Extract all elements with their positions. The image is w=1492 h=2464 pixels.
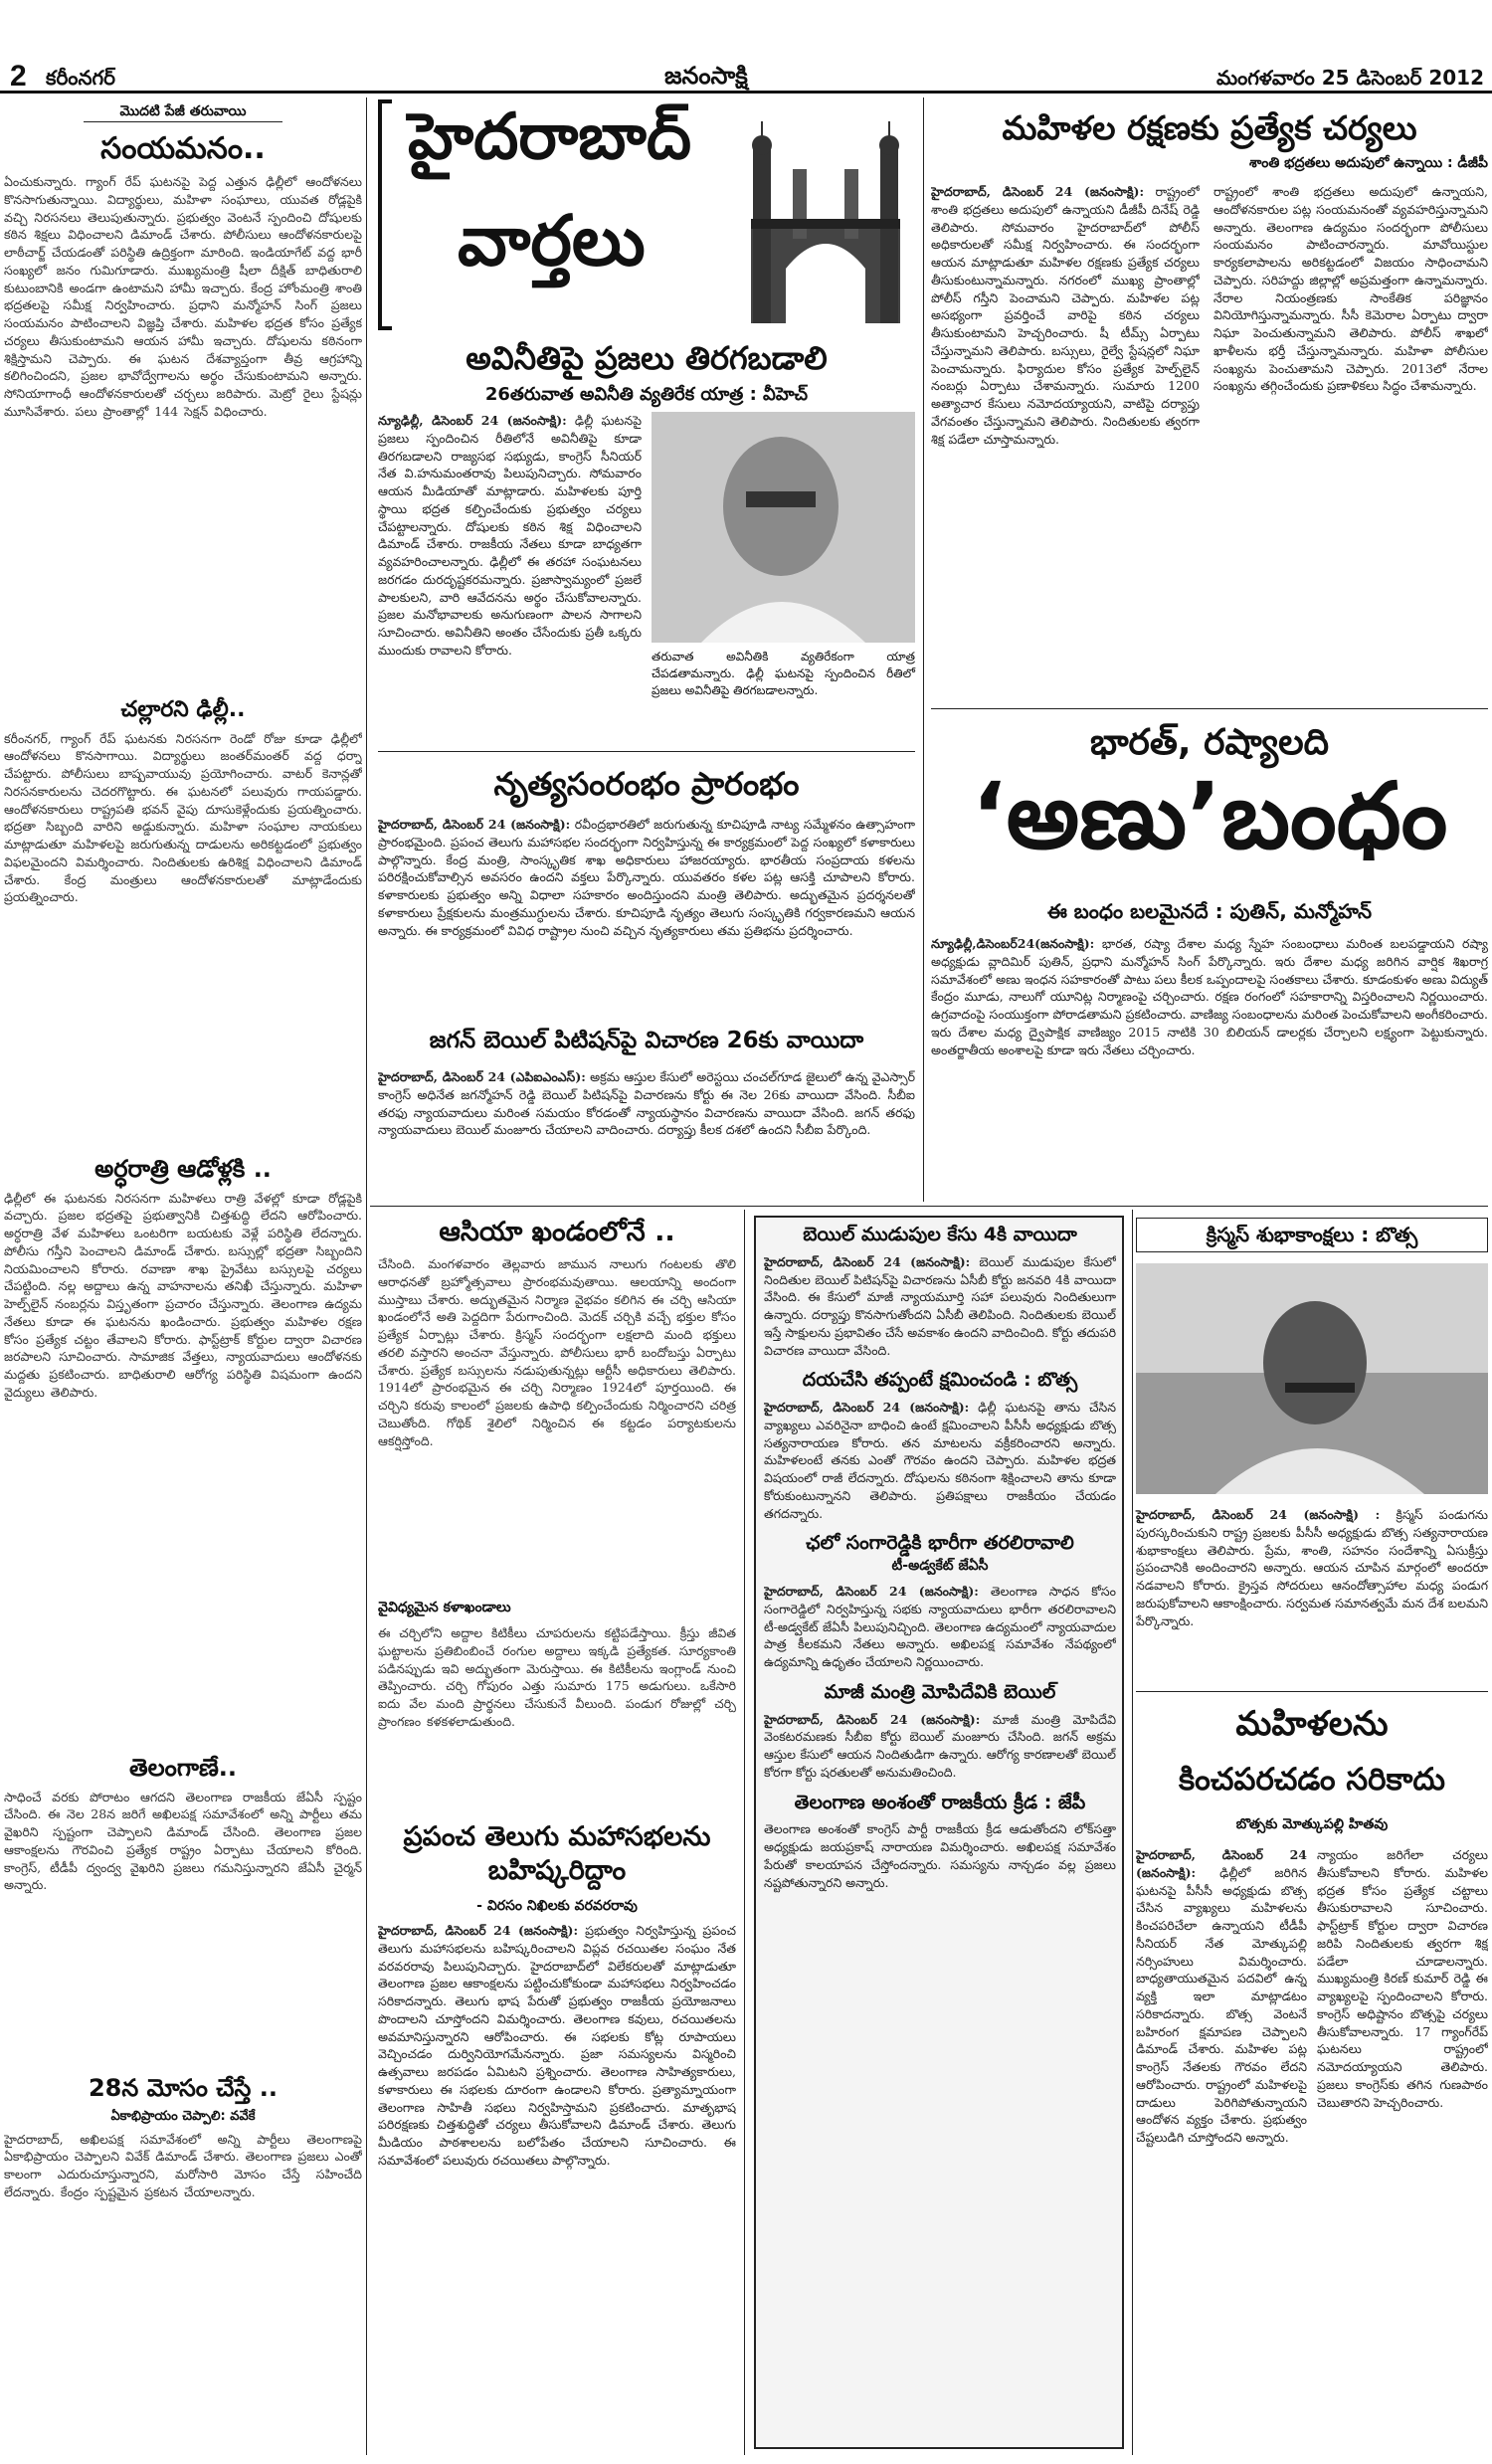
story-headline: ప్రపంచ తెలుగు మహాసభలను బహిష్కరిద్దాం xyxy=(403,1821,711,1886)
newspaper-logo: జనంసాక్షి xyxy=(664,62,748,90)
section-rule xyxy=(1136,1691,1488,1692)
story-body: చేసింది. మంగళవారం తెల్లవారు జామున నాలుగు గంటలకు తొలి ఆరాధనతో బ్రహ్మోత్సవాలు ప్రారంభమవుతాయి. ఆలయాన్ని అందంగా ముస్తాబు చేశారు. అద్భుతమైన నిర్మాణ వైభవం కలిగిన ఈ చర్చి ఆసియా ఖండంలోనే అతి పెద్దదిగా పేరుగాంచింది. మెదక్ చర్చికి వచ్చే భక్తుల కోసం ప్రత్యేక ఏర్పాట్లు చేశారు. క్రిస్మస్ సందర్భంగా లక్షలాది మంది భక్తులు తరలి వస్తారని అంచనా వేస్తున్నారు. పోలీసులు భారీ బందోబస్తు ఏర్పాటు చేశారు. ప్రత్యేక బస్సులను నడుపుతున్నట్లు ఆర్టీసీ అధికారులు తెలిపారు. 1914లో ప్రారంభమైన ఈ చర్చి నిర్మాణం 1924లో పూర్తయింది. ఈ చర్చిని కరువు కాలంలో ప్రజలకు ఉపాధి కల్పించేందుకు నిర్మించారని చరిత్ర చెబుతోంది. గోథిక్ శైలిలో నిర్మించిన ఈ కట్టడం పర్యాటకులను ఆకర్షిస్తోంది. వైవిధ్యమైన కళాఖండాలు ఈ చర్చిలోని అద్దాల కిటికీలు చూపరులను కట్టిపడేస్తాయి. క్రీస్తు జీవిత ఘట్టాలను ప్రతిబింబించే రంగుల అద్దాలు ఇక్కడి ప్రత్యేకత. సూర్యకాంతి పడినప్పుడు ఇవి అద్భుతంగా మెరుస్తాయి. ఈ కిటికీలను ఇంగ్లాండ్ నుంచి తెప్పించారు. చర్చి గోపురం ఎత్తు సుమారు 175 అడుగులు. ఒకేసారి ఐదు వేల మంది ప్రార్థనలు చేసుకునే వీలుంది. పండుగ రోజుల్లో చర్చి ప్రాంగణం కళకళలాడుతుంది. xyxy=(378,1256,736,1729)
story-body: హైదరాబాద్, అఖిలపక్ష సమావేశంలో అన్ని పార్టీలు తెలంగాణపై ఏకాభిప్రాయం చెప్పాలని వివేక్ డిమాండ్ చేశారు. తెలంగాణ ప్రజలు ఎంతో కాలంగా ఎదురుచూస్తున్నారని, మరోసారి మోసం చేస్తే సహించేది లేదన్నారు. కేంద్రం స్పష్టమైన ప్రకటన చేయాలన్నారు. xyxy=(4,2131,362,2199)
dateline: హైదరాబాద్, డిసెంబర్ 24 (జనంసాక్షి): xyxy=(764,1253,971,1269)
story-body: హైదరాబాద్, డిసెంబర్ 24 (జనంసాక్షి): రవీంద్రభారతిలో జరుగుతున్న కూచిపూడి నాట్య సమ్మేళనం ఉత్సాహంగా ప్రారంభమైంది. ప్రపంచ తెలుగు మహాసభల సందర్భంగా నిర్వహిస్తున్న ఈ కార్యక్రమంలో పెద్ద సంఖ్యలో కళాకారులు పాల్గొన్నారు. కేంద్ర మంత్రి, సాంస్కృతిక శాఖ అధికారులు హాజరయ్యారు. భారతీయ సంప్రదాయ కళలను పరిరక్షించుకోవాల్సిన అవసరం ఉందని వక్తలు పేర్కొన్నారు. యువతరం కళల పట్ల ఆసక్తి చూపాలని కోరారు. కళాకారులకు ప్రభుత్వం అన్ని విధాలా సహకారం అందిస్తుందని మంత్రి తెలిపారు. అద్భుతమైన ప్రదర్శనలతో కళాకారులు ప్రేక్షకులను మంత్రముగ్ధులను చేశారు. కూచిపూడి నృత్యం తెలుగు సంస్కృతికి గర్వకారణమని ఆయన అన్నారు. ఈ కార్యక్రమంలో వివిధ రాష్ట్రాల నుంచి వచ్చిన నృత్యకారులు తమ ప్రతిభను ప్రదర్శించారు. xyxy=(378,817,915,938)
botsa-photo xyxy=(1136,1263,1488,1494)
section-rule xyxy=(931,708,1488,709)
masthead-line1: హైదరాబాద్ xyxy=(408,100,692,174)
story-headline-big: ‘అణు’బంధం xyxy=(971,763,1448,869)
person-photo-icon xyxy=(652,412,915,643)
story-body: సాధించే వరకు పోరాటం ఆగదని తెలంగాణ రాజకీయ జేఏసీ స్పష్టం చేసింది. ఈ నెల 28న జరిగే అఖిలపక్ష సమావేశంలో అన్ని పార్టీలు తమ వైఖరిని స్పష్టంగా చెప్పాలని డిమాండ్ చేసింది. తెలంగాణ ప్రజల ఆకాంక్షలను గౌరవించి ప్రత్యేక రాష్ట్రం ఏర్పాటు చేయాలని కోరింది. కాంగ్రెస్, టీడీపీ ద్వంద్వ వైఖరిని ప్రజలు గమనిస్తున్నారని జేఏసీ చైర్మన్ అన్నారు. xyxy=(4,1789,362,1893)
brief-headline: బెయిల్ ముడుపుల కేసు 4కి వాయిదా xyxy=(803,1224,1077,1245)
dateline: న్యూఢిల్లీ,డిసెంబర్24(జనంసాక్షి): xyxy=(931,936,1095,951)
brief-headline: దయచేసి తప్పంటే క్షమించండి : బొత్స xyxy=(802,1369,1078,1392)
story-headline: నృత్యసంరంభం ప్రారంభం xyxy=(493,765,800,803)
story-heading: సంయమనం.. xyxy=(100,130,266,166)
brief-body: హైదరాబాద్, డిసెంబర్ 24 (జనంసాక్షి): తెలంగాణ సాధన కోసం సంగారెడ్డిలో నిర్వహిస్తున్న సభకు న్యాయవాదులు భారీగా తరలిరావాలని టీ-అడ్వకేట్ జేఏసీ పిలుపునిచ్చింది. తెలంగాణ ఉద్యమంలో న్యాయవాదుల పాత్ర కీలకమని నేతలు అన్నారు. అఖిలపక్ష సమావేశం నేపథ్యంలో ఉద్యమాన్ని ఉధృతం చేయాలని నిర్ణయించారు. xyxy=(764,1584,1116,1669)
story-body: న్యూఢిల్లీ, డిసెంబర్ 24 (జనంసాక్షి): ఢిల్లీ ఘటనపై ప్రజలు స్పందించిన రీతిలోనే అవినీతిపై కూడా తిరగబడాలని రాజ్యసభ సభ్యుడు, కాంగ్రెస్ సీనియర్ నేత వి.హనుమంతరావు పిలుపునిచ్చారు. సోమవారం ఆయన మీడియాతో మాట్లాడారు. మహిళలకు పూర్తి స్థాయి భద్రత కల్పించేందుకు ప్రభుత్వం చర్యలు చేపట్టాలన్నారు. దోషులకు కఠిన శిక్ష విధించాలని డిమాండ్ చేశారు. రాజకీయ నేతలు కూడా బాధ్యతగా వ్యవహరించాలన్నారు. ఢిల్లీలో ఈ తరహా సంఘటనలు జరగడం దురదృష్టకరమన్నారు. ప్రజాస్వామ్యంలో ప్రజలే పాలకులని, వారి ఆవేదనను అర్థం చేసుకోవాలన్నారు. ప్రజల మనోభావాలకు అనుగుణంగా పాలన సాగాలని సూచించారు. అవినీతిని అంతం చేసేందుకు ప్రతీ ఒక్కరు ముందుకు రావాలని కోరారు. xyxy=(378,413,642,658)
column-rule xyxy=(923,97,924,1202)
story-subhead: శాంతి భద్రతలు అదుపులో ఉన్నాయి : డీజీపీ xyxy=(1249,155,1488,171)
story-subhead: ఏకాభిప్రాయం చెప్పాలి: వవేకే xyxy=(110,2108,256,2124)
brief-headline: ఛలో సంగారెడ్డికి భారీగా తరలిరావాలి xyxy=(806,1532,1074,1555)
charminar-icon xyxy=(741,109,910,323)
page-header xyxy=(0,60,1492,94)
dateline: హైదరాబాద్, డిసెంబర్ 24 (జనంసాక్షి): xyxy=(764,1400,970,1415)
dateline: హైదరాబాద్, డిసెంబర్ 24 (జనంసాక్షి): xyxy=(1136,1847,1307,1880)
section-subhead: వైవిధ్యమైన కళాఖండాలు xyxy=(378,1600,511,1615)
brief-body: హైదరాబాద్, డిసెంబర్ 24 (జనంసాక్షి): ఢిల్లీ ఘటనపై తాను చేసిన వ్యాఖ్యలు ఎవరినైనా బాధించి ఉంటే క్షమించాలని పీసీసీ అధ్యక్షుడు బొత్స సత్యనారాయణ కోరారు. తన మాటలను వక్రీకరించారని అన్నారు. మహిళలంటే తనకు ఎంతో గౌరవం ఉందని చెప్పారు. మహిళల భద్రత విషయంలో రాజీ లేదన్నారు. దోషులను కఠినంగా శిక్షించాలని తాను కూడా కోరుకుంటున్నానని తెలిపారు. ప్రతిపక్షాలు రాజకీయం చేయడం తగదన్నారు. xyxy=(764,1400,1116,1521)
story-heading: తెలంగాణే.. xyxy=(128,1753,238,1782)
story-body: హైదరాబాద్, డిసెంబర్ 24 (జనంసాక్షి): ఢిల్లీలో జరిగిన ఘటనపై పీసీసీ అధ్యక్షుడు బొత్స చేసిన వ్యాఖ్యలు మహిళలను కించపరిచేలా ఉన్నాయని టీడీపీ సీనియర్ నేత మోత్కుపల్లి నర్సింహులు విమర్శించారు. బాధ్యతాయుతమైన పదవిలో ఉన్న వ్యక్తి ఇలా మాట్లాడటం సరికాదన్నారు. బొత్స వెంటనే బహిరంగ క్షమాపణ చెప్పాలని డిమాండ్ చేశారు. మహిళల పట్ల కాంగ్రెస్ నేతలకు గౌరవం లేదని ఆరోపించారు. రాష్ట్రంలో మహిళలపై దాడులు పెరిగిపోతున్నాయని ఆందోళన వ్యక్తం చేశారు. ప్రభుత్వం చేష్టలుడిగి చూస్తోందని అన్నారు. xyxy=(1136,1847,1307,2145)
story-headline-small: భారత్, రష్యాలది xyxy=(1089,722,1330,763)
page-number: 2 xyxy=(10,60,27,93)
dateline: న్యూఢిల్లీ, డిసెంబర్ 24 (జనంసాక్షి): xyxy=(378,413,567,428)
story-subhead: ఈ బంధం బలమైనదే : పుతిన్, మన్మోహన్ xyxy=(1046,899,1373,923)
person-photo-icon xyxy=(1136,1263,1488,1494)
dateline: హైదరాబాద్, డిసెంబర్ 24 (జనంసాక్షి): xyxy=(931,184,1145,199)
story-heading: 28న మోసం చేస్తే .. xyxy=(88,2073,278,2102)
section-rule xyxy=(370,1206,1488,1207)
story-headline-l1: మహిళలను xyxy=(1235,1704,1389,1744)
edition-city: కరీంనగర్ xyxy=(46,66,115,90)
story-subhead: బొత్సకు మోత్కుపల్లి హితవు xyxy=(1235,1816,1389,1832)
story-headline-l2: కించపరచడం సరికాదు xyxy=(1178,1762,1446,1798)
xmas-story xyxy=(1136,1216,1488,1683)
left-column xyxy=(4,99,362,2457)
photo-caption: తరువాత అవినీతికి వ్యతిరేకంగా యాత్ర చేపడతామన్నారు. ఢిల్లీ ఘటనపై స్పందించిన రీతిలో ప్రజలు అవినీతిపై తిరగబడాలన్నారు. xyxy=(652,650,915,697)
story-body: న్యాయం జరిగేలా చర్యలు తీసుకోవాలని కోరారు. మహిళల భద్రత కోసం ప్రత్యేక చట్టాలు తీసుకురావాలని సూచించారు. ఫాస్ట్‌ట్రాక్ కోర్టుల ద్వారా విచారణ జరిపి నిందితులకు త్వరగా శిక్ష పడేలా చూడాలన్నారు. ముఖ్యమంత్రి కిరణ్ కుమార్ రెడ్డి ఈ వ్యాఖ్యలపై స్పందించాలని కోరారు. కాంగ్రెస్ అధిష్టానం బొత్సపై చర్యలు తీసుకోవాలన్నారు. 17 గ్యాంగ్‌రేప్ ఘటనలు రాష్ట్రంలో నమోదయ్యాయని తెలిపారు. ప్రజలు కాంగ్రెస్‌కు తగిన గుణపాఠం చెబుతారని హెచ్చరించారు. xyxy=(1317,1847,1488,2110)
story-body: న్యూఢిల్లీ,డిసెంబర్24(జనంసాక్షి): భారత, రష్యా దేశాల మధ్య స్నేహ సంబంధాలు మరింత బలపడ్డాయని రష్యా అధ్యక్షుడు వ్లాదిమిర్ పుతిన్, ప్రధాని మన్మోహన్ సింగ్ పేర్కొన్నారు. ఇరు దేశాల మధ్య జరిగిన వార్షిక శిఖరాగ్ర సమావేశంలో అణు ఇంధన సహకారంతో పాటు పలు కీలక ఒప్పందాలపై సంతకాలు చేశారు. కూడంకుళం అణు విద్యుత్ కేంద్రం మూడు, నాలుగో యూనిట్ల నిర్మాణంపై చర్చించారు. రక్షణ రంగంలో సహకారాన్ని విస్తరించాలని నిర్ణయించారు. ఉగ్రవాదంపై సంయుక్తంగా పోరాడతామని ప్రకటించారు. వాణిజ్య సంబంధాలను మరింత పెంచుకోవాలని అంగీకరించారు. ఇరు దేశాల మధ్య ద్వైపాక్షిక వాణిజ్యం 2015 నాటికి 30 బిలియన్ డాలర్లకు చేర్చాలని లక్ష్యంగా పెట్టుకున్నారు. అంతర్జాతీయ అంశాలపై కూడా ఇరు నేతలు చర్చించారు. xyxy=(931,936,1488,1057)
dateline: హైదరాబాద్, డిసెంబర్ 24 (జనంసాక్షి) : xyxy=(1136,1507,1381,1522)
brief-headline: మాజీ మంత్రి మోపిదేవికి బెయిల్ xyxy=(824,1680,1056,1703)
story-headline: అవినీతిపై ప్రజలు తిరగబడాలి xyxy=(466,339,828,377)
story-body: రాష్ట్రంలో శాంతి భద్రతలు అదుపులో ఉన్నాయని, ఆందోళనకారుల పట్ల సంయమనంతో వ్యవహరిస్తున్నామని అన్నారు. తెలంగాణ ఉద్యమం సందర్భంగా పోలీసులు సంయమనం పాటించారన్నారు. మావోయిస్టుల కార్యకలాపాలను అరికట్టడంలో విజయం సాధించామని చెప్పారు. సరిహద్దు జిల్లాల్లో అప్రమత్తంగా ఉన్నామన్నారు. నేరాల నియంత్రణకు సాంకేతిక పరిజ్ఞానం వినియోగిస్తున్నామన్నారు. సీసీ కెమెరాల ఏర్పాటు ద్వారా నిఘా పెంచుతున్నామని తెలిపారు. పోలీస్ శాఖలో ఖాళీలను భర్తీ చేస్తున్నామన్నారు. మహిళా పోలీసుల సంఖ్యను పెంచుతామని చెప్పారు. 2013లో నేరాల సంఖ్యను తగ్గించేందుకు ప్రణాళికలు సిద్ధం చేశామన్నారు. xyxy=(1213,184,1488,394)
story-heading: చల్లారని ఢిల్లీ.. xyxy=(120,697,246,722)
brief-body: హైదరాబాద్, డిసెంబర్ 24 (జనంసాక్షి): బెయిల్ ముడుపుల కేసులో నిందితుల బెయిల్ పిటిషన్‌పై విచారణను ఏసీబీ కోర్టు జనవరి 4కి వాయిదా వేసింది. ఈ కేసులో మాజీ న్యాయమూర్తి సహా పలువురు నిందితులుగా ఉన్నారు. దర్యాప్తు కొనసాగుతోందని ఏసీబీ తెలిపింది. నిందితులకు బెయిల్ ఇస్తే సాక్షులను ప్రభావితం చేసే అవకాశం ఉందని వాదించింది. కోర్టు తదుపరి విచారణ వాయిదా వేసింది. xyxy=(764,1253,1116,1358)
story-headline: మహిళల రక్షణకు ప్రత్యేక చర్యలు xyxy=(1002,108,1417,147)
dateline: హైదరాబాద్, డిసెంబర్ 24 (జనంసాక్షి): xyxy=(378,1923,579,1938)
brief-subhead: టీ-అడ్వకేట్ జేఏసీ xyxy=(891,1558,989,1574)
story-body: హైదరాబాద్, డిసెంబర్ 24 (జనంసాక్షి): ప్రభుత్వం నిర్వహిస్తున్న ప్రపంచ తెలుగు మహాసభలను బహిష్కరించాలని విప్లవ రచయితల సంఘం నేత వరవరరావు పిలుపునిచ్చారు. హైదరాబాద్‌లో విలేకరులతో మాట్లాడుతూ తెలంగాణ ప్రజల ఆకాంక్షలను పట్టించుకోకుండా మహాసభలు నిర్వహించడం సరికాదన్నారు. తెలుగు భాష పేరుతో ప్రభుత్వం రాజకీయ ప్రయోజనాలు పొందాలని చూస్తోందని విమర్శించారు. తెలంగాణ కవులు, రచయితలను అవమానిస్తున్నారని ఆరోపించారు. ఈ సభలకు కోట్ల రూపాయలు వెచ్చించడం దుర్వినియోగమేనన్నారు. ప్రజా సమస్యలను విస్మరించి ఉత్సవాలు జరపడం ఏమిటని ప్రశ్నించారు. తెలంగాణ సాహిత్యకారులు, కళాకారులు ఈ సభలకు దూరంగా ఉండాలని కోరారు. ప్రత్యామ్నాయంగా తెలంగాణ సాహితీ సభలు నిర్వహిస్తామని ప్రకటించారు. మాతృభాష పరిరక్షణకు చిత్తశుద్ధితో చర్యలు తీసుకోవాలని డిమాండ్ చేశారు. తెలుగు మీడియం పాఠశాలలను బలోపేతం చేయాలని సూచించారు. ఈ సమావేశంలో పలువురు రచయితలు పాల్గొన్నారు. xyxy=(378,1923,736,2168)
brief-body: తెలంగాణ అంశంతో కాంగ్రెస్ పార్టీ రాజకీయ క్రీడ ఆడుతోందని లోక్‌సత్తా అధ్యక్షుడు జయప్రకాష్ నారాయణ విమర్శించారు. అఖిలపక్ష సమావేశం పేరుతో కాలయాపన చేస్తోందన్నారు. సమస్యను నాన్చడం వల్ల ప్రజలు నష్టపోతున్నారని అన్నారు. xyxy=(764,1821,1116,1890)
story-body: కరీంనగర్, గ్యాంగ్ రేప్ ఘటనకు నిరసనగా రెండో రోజు కూడా ఢిల్లీలో ఆందోళనలు కొనసాగాయి. విద్యార్థులు జంతర్‌మంతర్ వద్ద ధర్నా చేపట్టారు. పోలీసులు బాష్పవాయువు ప్రయోగించారు. వాటర్ కెనాన్లతో నిరసనకారులను చెదరగొట్టారు. ఈ ఘటనలో పలువురు గాయపడ్డారు. ఆందోళనకారులు రాష్ట్రపతి భవన్ వైపు దూసుకెళ్లేందుకు ప్రయత్నించారు. భద్రతా సిబ్బంది వారిని అడ్డుకున్నారు. మహిళా సంఘాల నాయకులు మాట్లాడుతూ మహిళలపై జరుగుతున్న దాడులను అరికట్టడంలో ప్రభుత్వం విఫలమైందని విమర్శించారు. నిందితులకు ఉరిశిక్ష విధించాలని డిమాండ్ చేశారు. కేంద్ర మంత్రులు ఆందోళనకారులతో మాట్లాడేందుకు ప్రయత్నించారు. xyxy=(4,730,362,905)
briefs-column xyxy=(764,1224,1116,2443)
section-rule xyxy=(378,751,915,752)
dateline: హైదరాబాద్, డిసెంబర్ 24 (జనంసాక్షి): xyxy=(378,817,571,832)
story-headline: క్రిస్మస్ శుభాకాంక్షలు : బొత్స xyxy=(1136,1218,1488,1252)
story-body: ఢిల్లీలో ఈ ఘటనకు నిరసనగా మహిళలు రాత్రి వేళల్లో కూడా రోడ్లపైకి వచ్చారు. ప్రజల భద్రతపై ప్రభుత్వానికి చిత్తశుద్ధి లేదని ఆరోపించారు. అర్ధరాత్రి వేళ మహిళలు ఒంటరిగా బయటకు వెళ్లే పరిస్థితి లేదన్నారు. పోలీసు గస్తీని పెంచాలని డిమాండ్ చేశారు. బస్సుల్లో భద్రతా సిబ్బందిని నియమించాలని కోరారు. రవాణా శాఖ ప్రైవేటు బస్సులపై చర్యలు చేపట్టింది. నల్ల అద్దాలు ఉన్న వాహనాలను తనిఖీ చేస్తున్నారు. మహిళా హెల్ప్‌లైన్ నంబర్లను విస్తృతంగా ప్రచారం చేస్తున్నారు. తెలంగాణ ఉద్యమ నేతలు కూడా ఈ ఘటనను ఖండించారు. ప్రభుత్వం మహిళల రక్షణ కోసం ప్రత్యేక చట్టం తేవాలని కోరారు. ఫాస్ట్‌ట్రాక్ కోర్టుల ద్వారా విచారణ జరపాలని సూచించారు. సామాజిక వేత్తలు, న్యాయవాదులు ఆందోళనకు మద్దతు ప్రకటించారు. బాధితురాలి ఆరోగ్య పరిస్థితి విషమంగా ఉందని వైద్యులు తెలిపారు. xyxy=(4,1190,362,1400)
story-headline: ఆసియా ఖండంలోనే .. xyxy=(439,1217,675,1247)
dateline: హైదరాబాద్, డిసెంబర్ 24 (జనంసాక్షి): xyxy=(764,1711,981,1727)
bracket-left xyxy=(378,99,392,330)
dateline: హైదరాబాద్, డిసెంబర్ 24 (జనంసాక్షి): xyxy=(764,1584,979,1599)
dateline: హైదరాబాద్, డిసెంబర్ 24 (ఎపిఐఎంఎస్): xyxy=(378,1069,586,1084)
story-body: హైదరాబాద్, డిసెంబర్ 24 (ఎపిఐఎంఎస్): అక్రమ ఆస్తుల కేసులో అరెస్టయి చంచల్‌గూడ జైలులో ఉన్న వైఎస్సార్ కాంగ్రెస్ అధినేత జగన్మోహన్ రెడ్డి బెయిల్ పిటిషన్‌పై విచారణను కోర్టు ఈ నెల 26కు వాయిదా వేసింది. సీబీఐ తరఫు న్యాయవాదులు మరింత సమయం కోరడంతో న్యాయస్థానం విచారణను వాయిదా వేసింది. జగన్ తరఫు న్యాయవాదులు బెయిల్ మంజూరు చేయాలని వాదించారు. దర్యాప్తు కీలక దశలో ఉందని సీబీఐ పేర్కొంది. xyxy=(378,1069,915,1138)
column-rule xyxy=(366,97,367,2455)
column-rule xyxy=(744,1210,745,2455)
issue-date: మంగళవారం 25 డిసెంబర్ 2012 xyxy=(1215,66,1484,90)
kicker: మొదటి పేజీ తరువాయి xyxy=(84,103,282,122)
story-body: హైదరాబాద్, డిసెంబర్ 24 (జనంసాక్షి): రాష్ట్రంలో శాంతి భద్రతలు అదుపులో ఉన్నాయని డీజీపీ దినేష్ రెడ్డి తెలిపారు. సోమవారం హైదరాబాద్‌లో పోలీస్ అధికారులతో సమీక్ష నిర్వహించారు. ఈ సందర్భంగా ఆయన మాట్లాడుతూ మహిళల రక్షణకు ప్రత్యేక చర్యలు తీసుకుంటున్నామన్నారు. నగరంలో ముఖ్య ప్రాంతాల్లో పోలీస్ గస్తీని పెంచామని చెప్పారు. మహిళల పట్ల అసభ్యంగా ప్రవర్తించే వారిపై కఠిన చర్యలు తీసుకుంటామని హెచ్చరించారు. షీ టీమ్స్ ఏర్పాటు చేస్తున్నామని తెలిపారు. బస్సులు, రైల్వే స్టేషన్లలో నిఘా పెంచామన్నారు. ఫిర్యాదుల కోసం ప్రత్యేక హెల్ప్‌లైన్ నంబర్లు ఏర్పాటు చేశామన్నారు. సుమారు 1200 అత్యాచార కేసులు నమోదయ్యాయని, వాటిపై దర్యాప్తు వేగవంతం చేస్తున్నామని తెలిపారు. నిందితులకు త్వరగా శిక్ష పడేలా చూస్తామన్నారు. xyxy=(931,184,1200,447)
brief-body: హైదరాబాద్, డిసెంబర్ 24 (జనంసాక్షి): మాజీ మంత్రి మోపిదేవి వెంకటరమణకు సీబీఐ కోర్టు బెయిల్ మంజూరు చేసింది. జగన్ అక్రమ ఆస్తుల కేసులో ఆయన నిందితుడిగా ఉన్నారు. ఆరోగ్య కారణాలతో బెయిల్ కోరగా కోర్టు షరతులతో అనుమతించింది. xyxy=(764,1711,1116,1780)
story-body: హైదరాబాద్, డిసెంబర్ 24 (జనంసాక్షి) : క్రిస్మస్ పండుగను పురస్కరించుకుని రాష్ట్ర ప్రజలకు పీసీసీ అధ్యక్షుడు బొత్స సత్యనారాయణ శుభాకాంక్షలు తెలిపారు. ప్రేమ, శాంతి, సహనం సందేశాన్ని ఏసుక్రీస్తు ప్రపంచానికి అందించారని అన్నారు. ఆయన చూపిన మార్గంలో అందరూ నడవాలని కోరారు. క్రైస్తవ సోదరులు ఆనందోత్సాహాల మధ్య పండుగ జరుపుకోవాలని ఆకాంక్షించారు. సర్వమత సమానత్వమే మన దేశ బలమని పేర్కొన్నారు. xyxy=(1136,1507,1488,1628)
section-masthead xyxy=(378,99,915,330)
story-heading: అర్ధరాత్రి ఆడోళ్లకి .. xyxy=(94,1154,272,1183)
story-byline: - విరసం నిఖిలకు వరవరరావు xyxy=(476,1898,638,1914)
column-rule xyxy=(1132,1210,1133,2455)
story-headline: జగన్ బెయిల్ పిటిషన్‌పై విచారణ 26కు వాయిదా xyxy=(429,1028,864,1053)
masthead-line2: వార్తలు xyxy=(458,200,646,282)
story-subhead: 26తరువాత అవినీతి వ్యతిరేక యాత్ర : వీహెచ్ xyxy=(484,384,809,405)
brief-headline: తెలంగాణ అంశంతో రాజకీయ క్రీడ : జేపీ xyxy=(794,1791,1086,1813)
news-briefs-box xyxy=(754,1216,1124,2449)
vh-photo xyxy=(652,412,915,643)
story-body: ఏంచుకున్నారు. గ్యాంగ్ రేప్ ఘటనపై పెద్ద ఎత్తున ఢిల్లీలో ఆందోళనలు కొనసాగుతున్నాయి. విద్యార్థులు, మహిళా సంఘాలు, యువత రోడ్లపైకి వచ్చి నిరసనలు తెలుపుతున్నారు. ప్రభుత్వం వెంటనే స్పందించి దోషులకు కఠిన శిక్షలు విధించాలని డిమాండ్ చేశారు. పోలీసులు ఆందోళనకారులపై లాఠీచార్జ్ చేయడంతో పరిస్థితి ఉద్రిక్తంగా మారింది. ఇండియాగేట్ వద్ద భారీ సంఖ్యలో జనం గుమిగూడారు. ముఖ్యమంత్రి షీలా దీక్షిత్ బాధితురాలి కుటుంబానికి అండగా ఉంటామని హామీ ఇచ్చారు. కేంద్ర హోంమంత్రి శాంతి భద్రతలపై సమీక్ష నిర్వహించారు. ప్రధాని మన్మోహన్ సింగ్ ప్రజలు సంయమనం పాటించాలని విజ్ఞప్తి చేశారు. మహిళల భద్రత కోసం ప్రత్యేక చర్యలు తీసుకుంటామని ఆయన హామీ ఇచ్చారు. దోషులను కఠినంగా శిక్షిస్తామని చెప్పారు. ఈ ఘటన దేశవ్యాప్తంగా తీవ్ర ఆగ్రహాన్ని కలిగించిందని, ప్రజల భావోద్వేగాలను అర్థం చేసుకుంటామని అన్నారు. సోనియాగాంధీ ఆందోళనకారులతో చర్చలు జరిపారు. మెట్రో రైలు స్టేషన్లు మూసివేశారు. పలు ప్రాంతాల్లో 144 సెక్షన్ విధించారు. xyxy=(4,174,362,419)
